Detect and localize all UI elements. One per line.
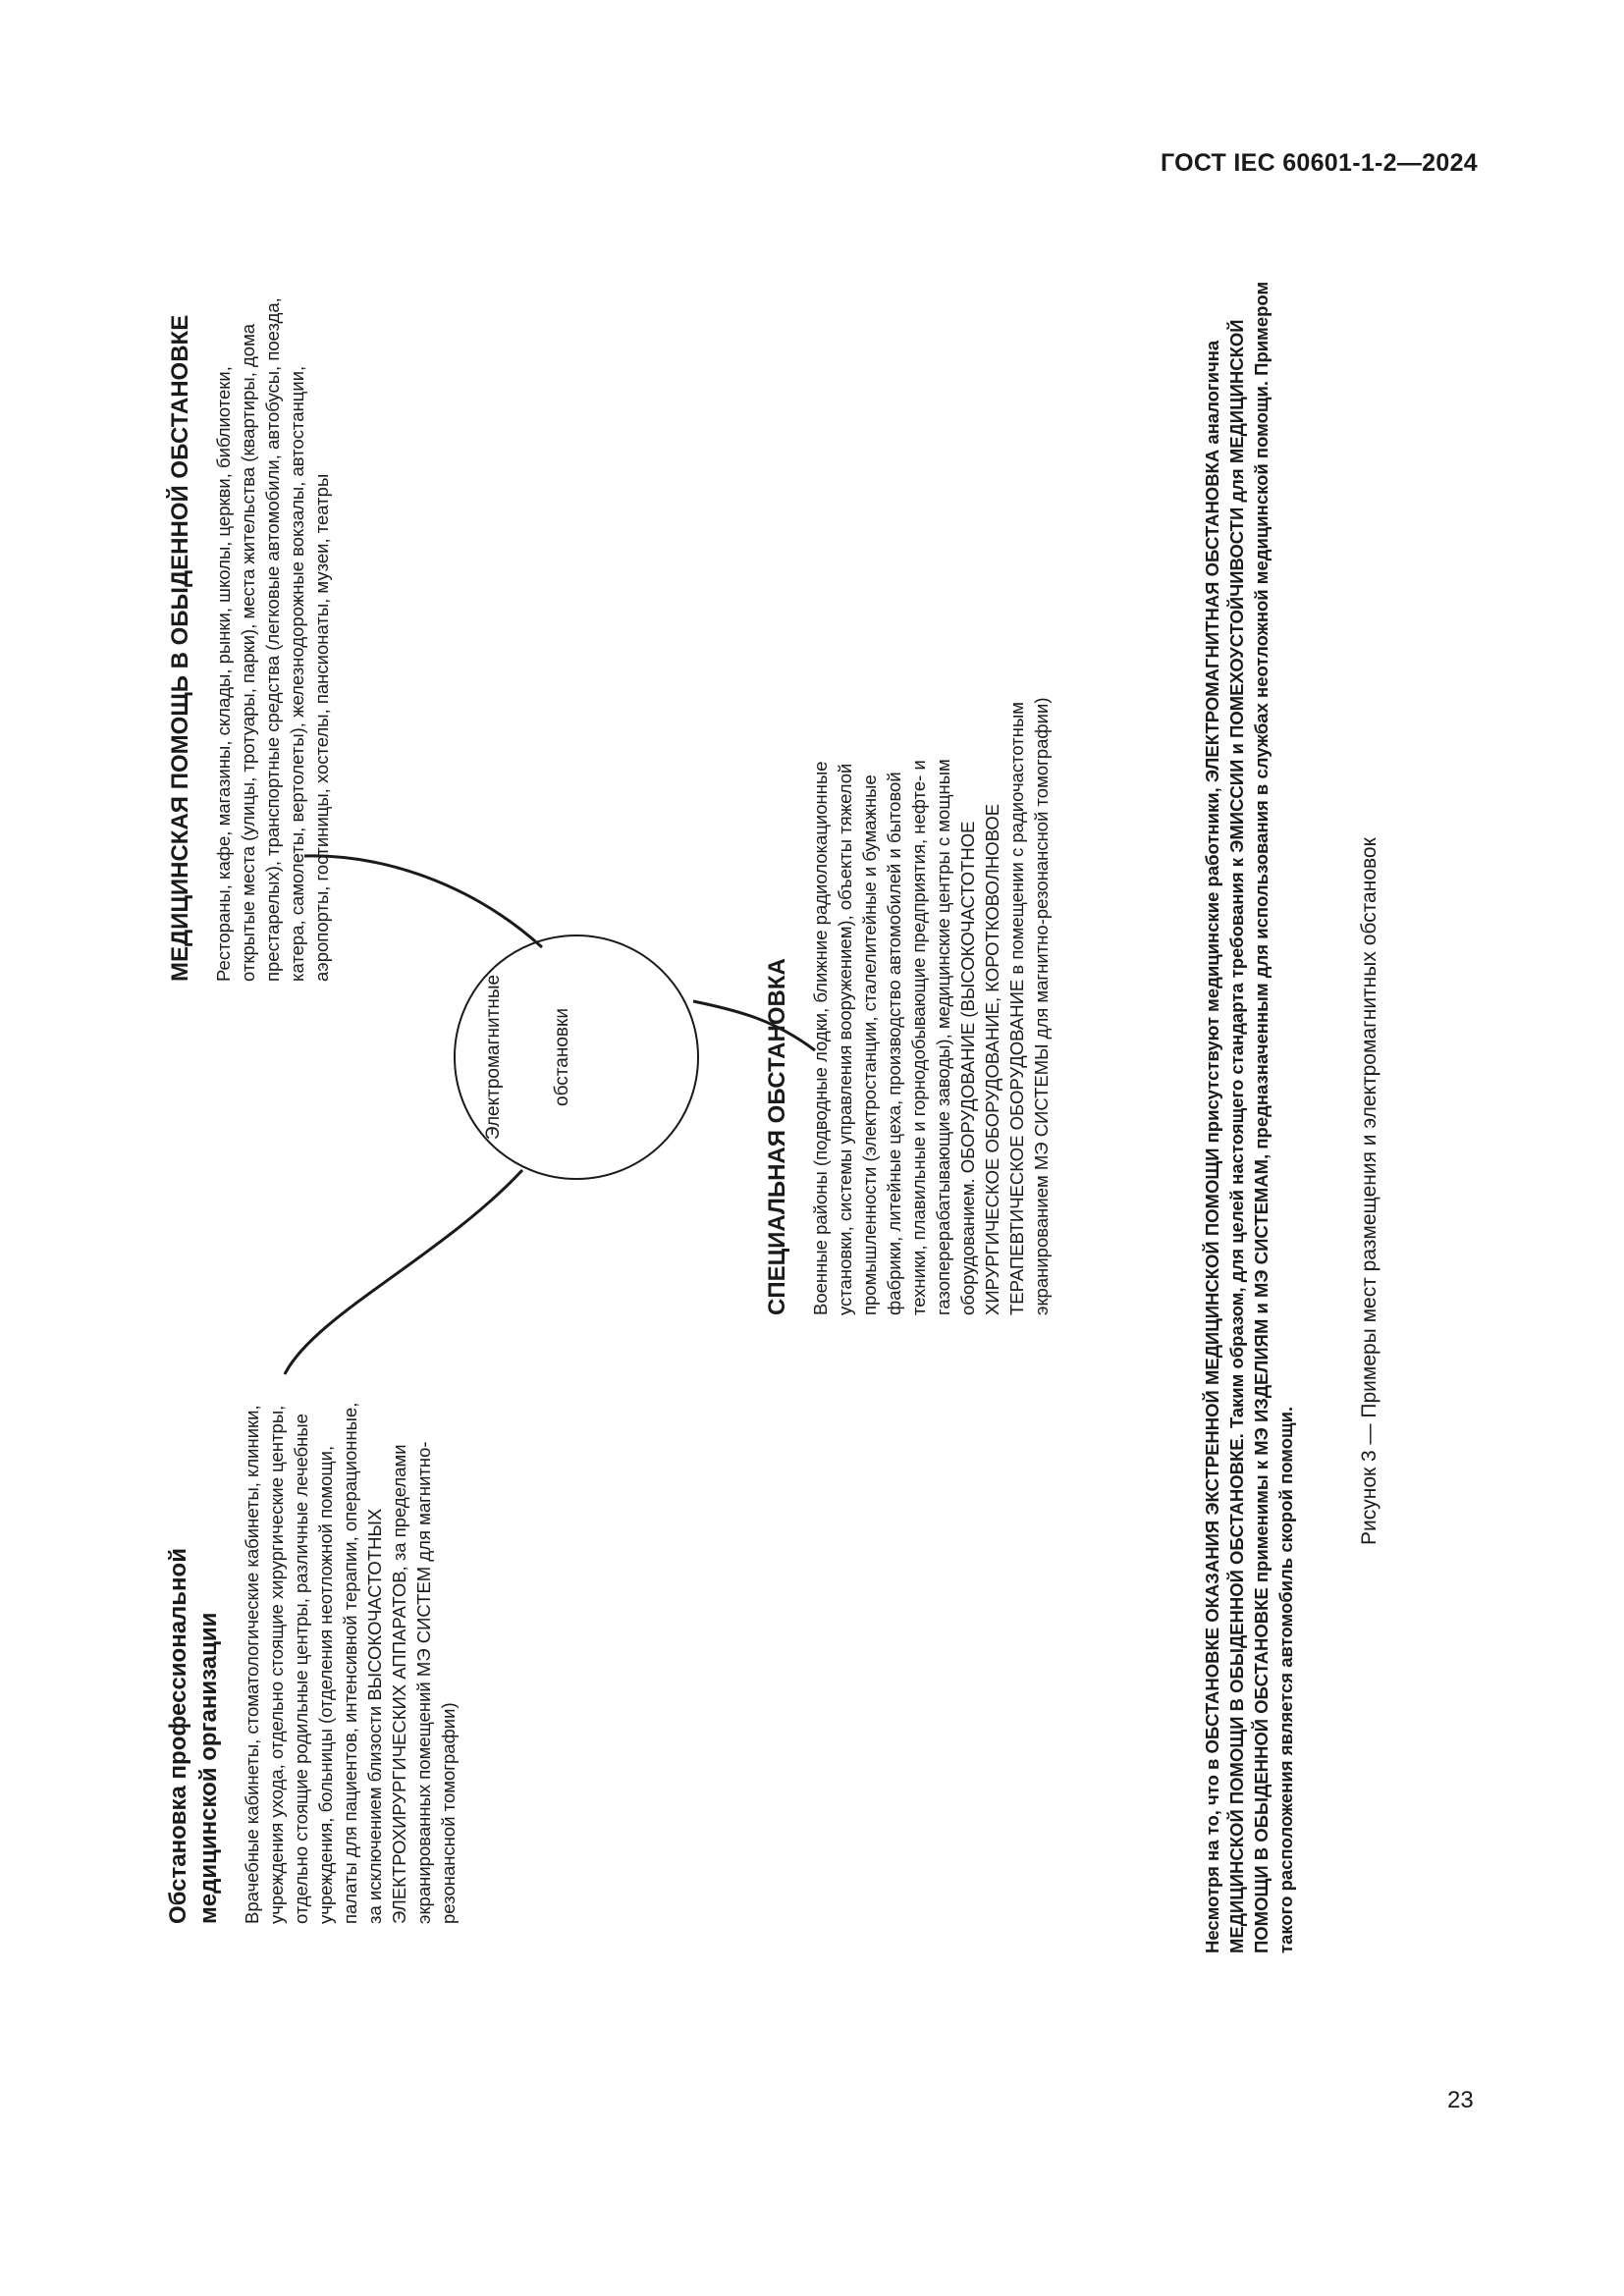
professional-title: Обстановка профессиональной медицинской организации <box>165 1548 222 1924</box>
page-number: 23 <box>1447 2087 1474 2113</box>
center-label-line1: Электромагнитные <box>483 974 504 1141</box>
rotated-figure <box>147 281 1380 2002</box>
special-title: СПЕЦИАЛЬНАЯ ОБСТАНОВКА <box>764 958 790 1315</box>
connector-professional <box>285 1170 522 1374</box>
everyday-title: МЕДИЦИНСКАЯ ПОМОЩЬ В ОБЫДЕННОЙ ОБСТАНОВКЕ <box>167 314 193 982</box>
standard-header: ГОСТ IEC 60601-1-2—2024 <box>1160 149 1478 177</box>
everyday-block <box>165 294 334 982</box>
professional-block <box>163 1394 460 1924</box>
center-label-line2: обстановки <box>552 1008 572 1106</box>
everyday-body: Рестораны, кафе, магазины, склады, рынки, школы, церкви, библиотеки, открытые места (улицы, тротуары, парки), места жительства (квартиры, дома престарелых), транспортные средства (легковые автомобили, автобусы, поезда, катера, самолеты, вертолеты), железнодорожные вокзалы, автостанции, аэропорты, гостиницы, хостелы, пансионаты, музеи, театры <box>213 297 332 982</box>
connector-everyday <box>304 856 542 947</box>
professional-body: Врачебные кабинеты, стоматологические кабинеты, клиники, учреждения ухода, отдельно стоящие хирургические центры, отдельно стоящие родильные центры, различные лечебные учреждения, больницы (отделения неотложной помощи, палаты для пациентов, интенсивной терапии, операционные, за исключением близости ВЫСОКОЧАСТОТНЫХ ЭЛЕКТРОХИРУРГИЧЕСКИХ АППАРАТОВ, за пределами экранированных помещений МЭ СИСТЕМ для магнитно-резонансной томографии) <box>242 1402 459 1924</box>
special-block <box>762 697 1054 1315</box>
figure-caption: Рисунок 3 — Примеры мест размещения и электромагнитных обстановок <box>1358 837 1380 1545</box>
special-body: Военные районы (подводные лодки, ближние радиолокационные установки, системы управления вооружением), объекты тяжелой промышленности (электростанции, сталелитейные и бумажные фабрики, литейные цеха, производство автомобилей и бытовой техники, плавильные и горнодобывающие предприятия, нефте- и газоперерабатывающие заводы), медицинские центры с мощным оборудованием. ОБОРУДОВАНИЕ (ВЫСОКОЧАСТОТНОЕ ХИРУРГИЧЕСКОЕ ОБОРУДОВАНИЕ, КОРОТКОВОЛНОВОЕ ТЕРАПЕВТИЧЕСКОЕ ОБОРУДОВАНИЕ в помещении с радиочастотным экранированием МЭ СИСТЕМЫ для магнитно-резонансной томографии) <box>810 697 1052 1315</box>
note-paragraph: Несмотря на то, что в ОБСТАНОВКЕ ОКАЗАНИЯ ЭКСТРЕННОЙ МЕДИЦИНСКОЙ ПОМОЩИ присутствуют медицинские работники, ЭЛЕКТРОМАГНИТНАЯ ОБСТАНОВКА аналогична МЕДИЦИНСКОЙ ПОМОЩИ В ОБЫДЕННОЙ ОБСТАНОВКЕ. Таким образом, для целей настоящего стандарта требования к ЭМИССИИ и ПОМЕХОУСТОЙЧИВОСТИ для МЕДИЦИНСКОЙ ПОМОЩИ В ОБЫДЕННОЙ ОБСТАНОВКЕ применимы к МЭ ИЗДЕЛИЯМ и МЭ СИСТЕМАМ, предназначенным для использования в службах неотложной медицинской помощи. Примером такого расположения является автомобиль скорой помощи. <box>1202 281 1296 1953</box>
